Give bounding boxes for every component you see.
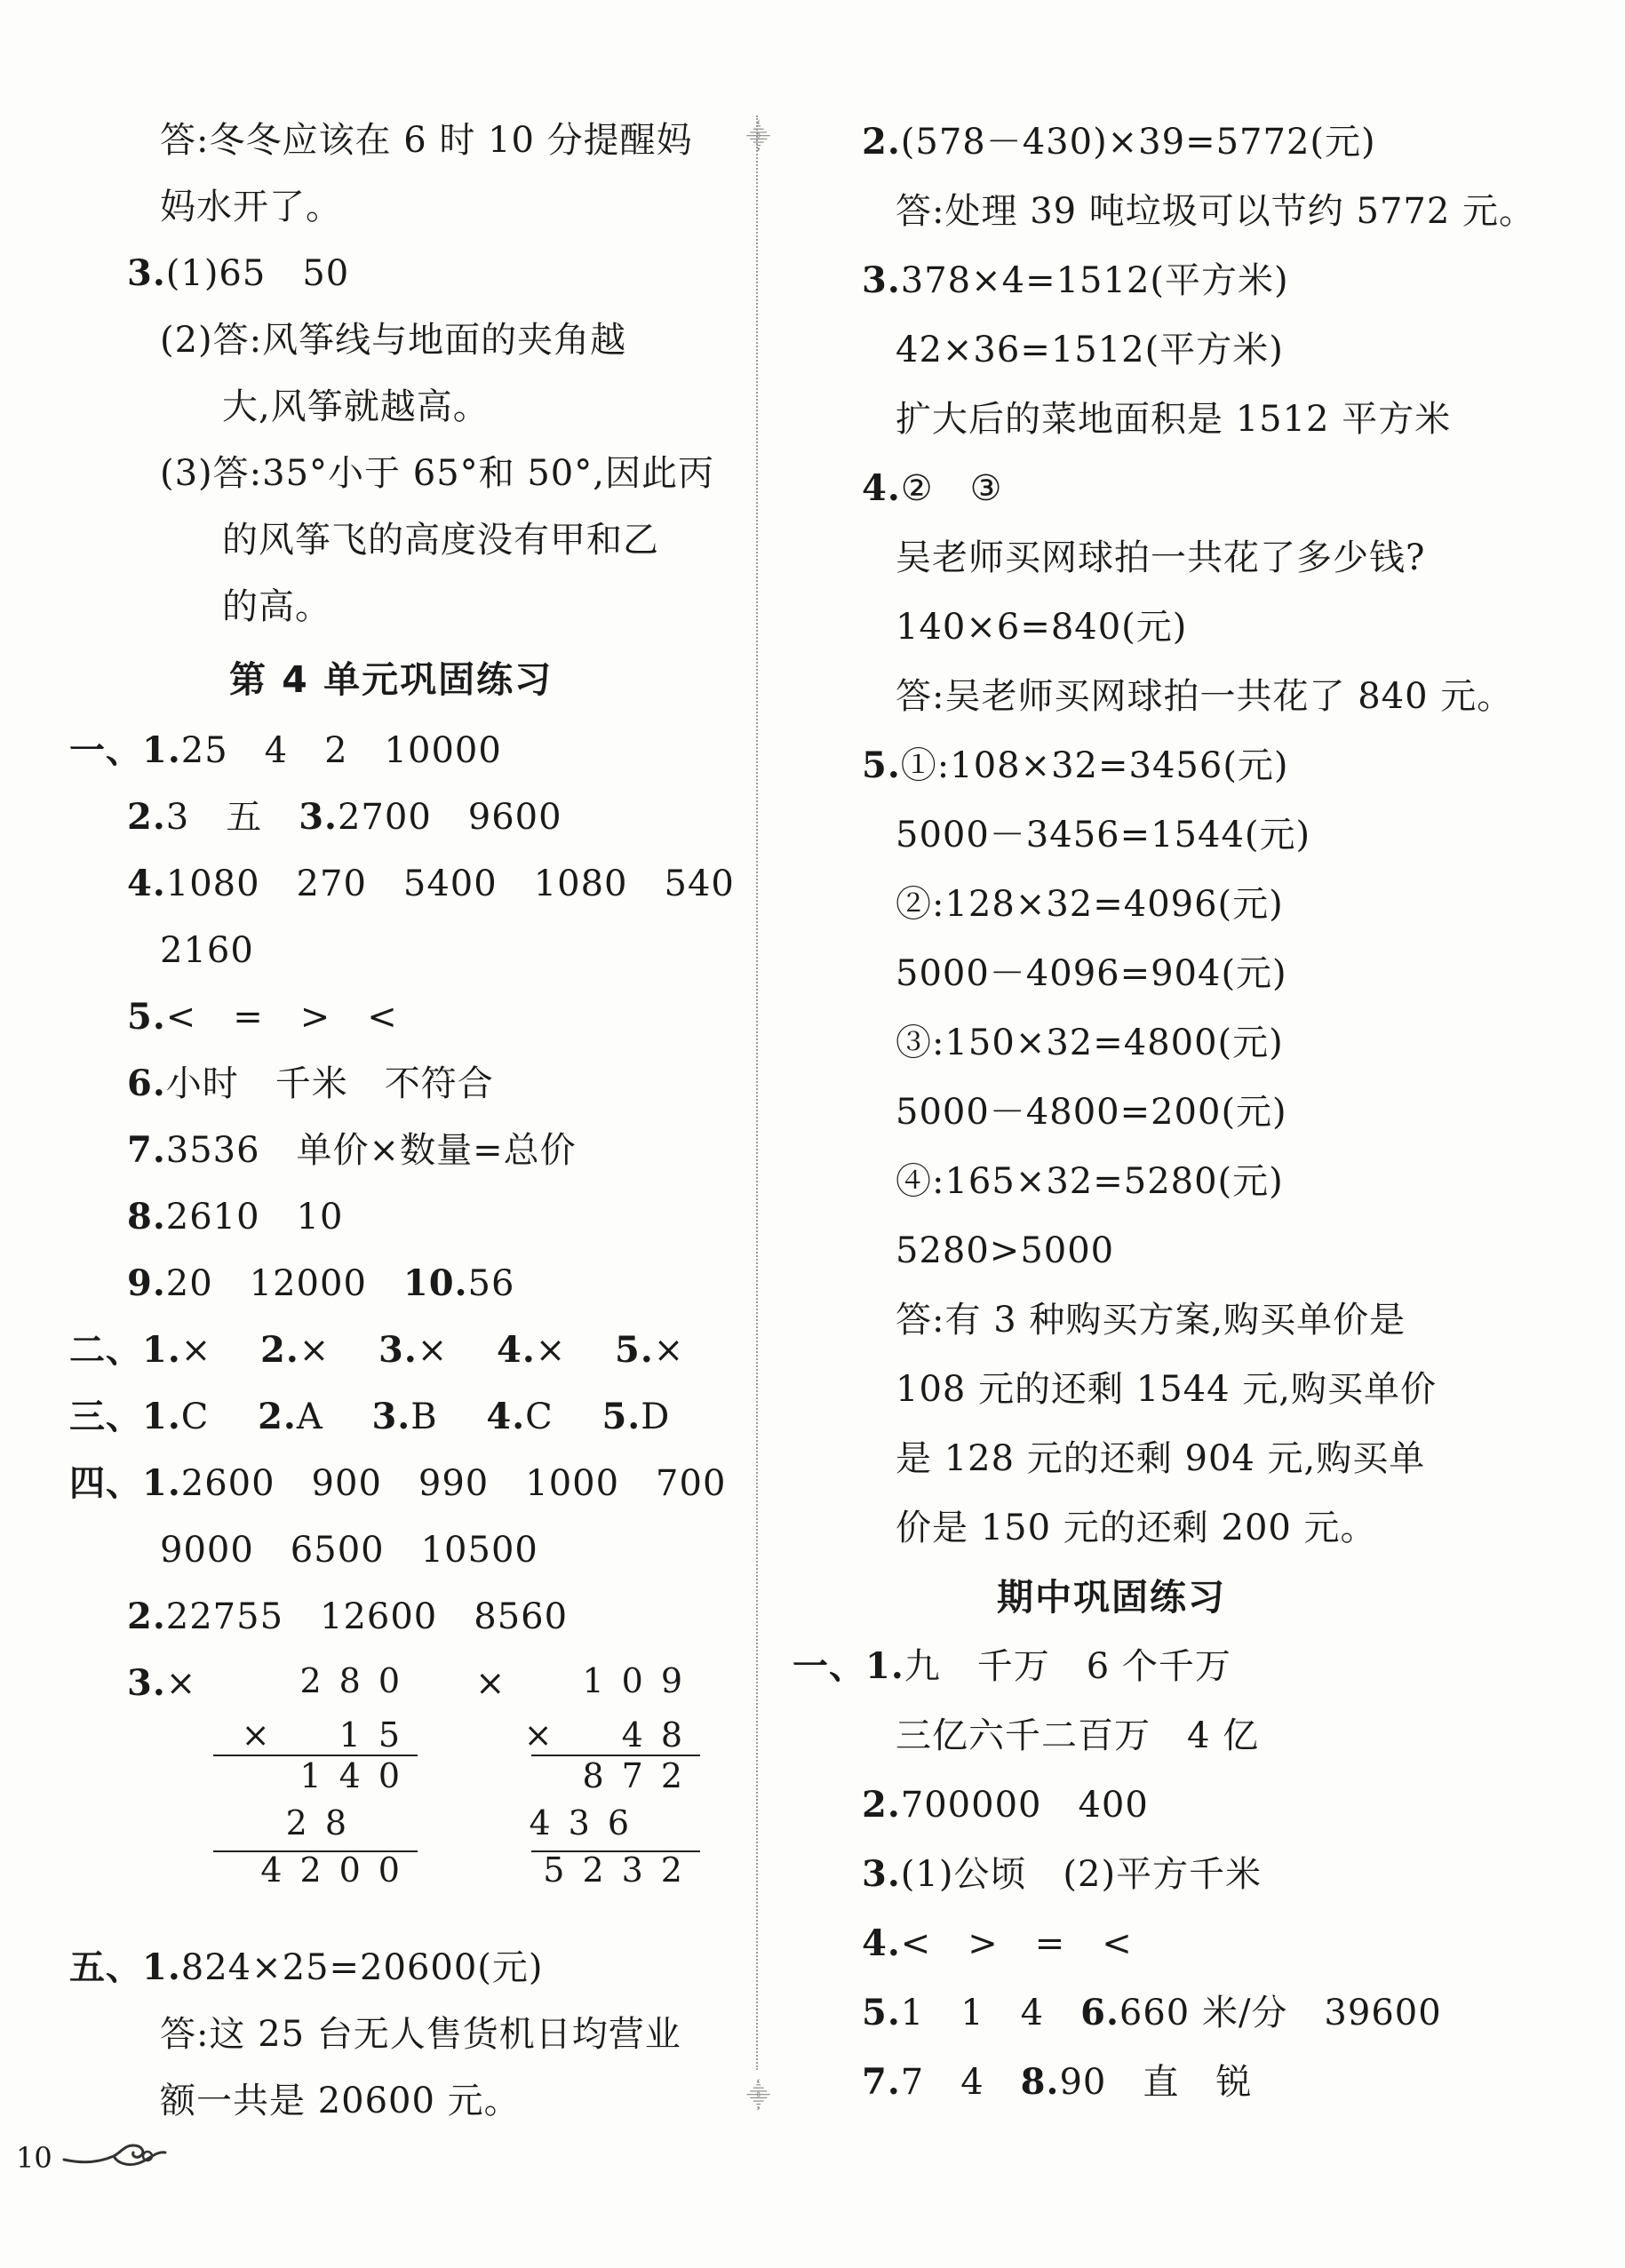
question-number: 1. [142,729,181,771]
answer-line: 额一共是 20600 元。 [160,2081,521,2121]
midterm-q1 [793,1640,1231,1693]
section-3-row [69,1390,670,1444]
question-number: 9. [127,1262,166,1304]
answer-line: 5280>5000 [896,1230,1115,1271]
answer-text: × [180,1330,212,1371]
answer-text: 3 五 [165,797,263,838]
section-prefix: 一、 [793,1645,865,1687]
question-number: 2. [862,121,901,163]
question-number: 3. [862,1853,901,1895]
right-column [782,0,1625,2268]
question-3 [862,254,1289,307]
partial-product: 140 [299,1756,418,1795]
answer-text: ①:108×32=3456(元) [900,745,1289,786]
question-number: 5. [862,744,901,786]
question-number: 10. [402,1262,468,1304]
section-prefix: 三、 [69,1396,142,1437]
answer-line: 的高。 [222,586,331,627]
section-prefix: 五、 [69,1946,142,1988]
question-number: 3. [127,1662,166,1704]
page-number: 10 [16,2141,52,2175]
left-column [0,0,755,2268]
multiplier: × 48 [523,1715,700,1755]
answer-text: 90 直 锐 [1059,2062,1253,2103]
midterm-q5-q6 [862,1986,1442,2040]
question-number: 3. [378,1329,418,1371]
answer-text: C [525,1397,554,1437]
question-number: 2. [862,1784,901,1826]
midterm-q2 [862,1779,1149,1832]
question-number: 8. [127,1196,166,1237]
question-number: 1. [865,1645,904,1687]
answer-text: 小时 千米 不符合 [165,1063,494,1104]
question-number: 2. [258,1396,297,1437]
answer-text: 378×4=1512(平方米) [900,260,1289,301]
answer-line: 答:处理 39 吨垃圾可以节约 5772 元。 [896,191,1536,232]
question-number: 4. [486,1396,526,1437]
answer-line: 扩大后的菜地面积是 1512 平方米 [896,399,1452,440]
section-heading: 第 4 单元巩固练习 [229,658,554,701]
answer-line: 5000－4096=904(元) [896,953,1287,994]
answer-text: (1)公顷 (2)平方千米 [900,1854,1263,1895]
answer-line: 9000 6500 10500 [160,1530,538,1571]
question-number: 6. [1080,1992,1119,2033]
answer-line: 42×36=1512(平方米) [896,330,1284,370]
answer-mark: × [165,1663,197,1704]
question-number: 5. [862,1992,901,2033]
section-1-q4 [127,857,735,911]
answer-text: 700000 400 [900,1785,1149,1826]
answer-text: 2700 9600 [337,797,562,838]
answer-text: 九 千万 6 个千万 [904,1646,1231,1687]
section-1-q1 [69,724,502,777]
cloud-ornament-icon [62,2137,169,2172]
answer-text: 1080 270 5400 1080 540 [165,863,735,904]
question-number: 5. [601,1396,641,1437]
answer-text: × [299,1330,331,1371]
question-number: 7. [862,2061,901,2103]
midterm-q4 [862,1917,1133,1970]
question-number: 8. [1020,2061,1060,2103]
answer-text: 1 1 4 [900,1993,1045,2033]
answer-text: 2600 900 990 1000 700 [180,1463,727,1504]
product: 4200 [260,1850,418,1890]
section-1-q8 [127,1190,343,1244]
question-number: 5. [127,996,166,1038]
answer-text: 824×25=20600(元) [180,1947,544,1988]
question-number: 1. [142,1462,181,1504]
divider-ornament-icon: ⸎ [746,2083,771,2110]
section-4-q1 [69,1457,726,1510]
question-number: 1. [142,1946,181,1988]
section-5-q1 [69,1941,544,1994]
answer-text: (578－430)×39=5772(元) [900,122,1376,163]
answer-text: 3536 单价×数量=总价 [165,1130,577,1171]
answer-line: 答:这 25 台无人售货机日均营业 [160,2014,681,2055]
section-1-q6 [127,1057,494,1110]
partial-product: 28 [285,1803,364,1842]
question-number: 5. [615,1329,654,1371]
answer-mark: × [475,1663,506,1704]
answer-text: A [296,1397,323,1437]
question-number: 2. [127,1596,166,1637]
answer-text: 660 米/分 39600 [1119,1993,1442,2033]
answer-line: 108 元的还剩 1544 元,购买单价 [896,1369,1438,1410]
answer-line: 140×6=840(元) [896,607,1188,648]
answer-line: 妈水开了。 [160,187,342,227]
section-1-q5 [127,991,398,1044]
vertical-multiplication [523,1661,700,1890]
section-1-q9-q10 [127,1257,514,1310]
question-number: 2. [260,1329,299,1371]
answer-line: 答:冬冬应该在 6 时 10 分提醒妈 [160,120,693,161]
answer-line: ③:150×32=4800(元) [896,1023,1284,1063]
product: 5232 [543,1850,700,1890]
answer-text: ② ③ [900,468,1003,509]
section-heading: 期中巩固练习 [997,1576,1226,1619]
answer-text: 20 12000 [165,1263,367,1304]
column-divider [756,115,758,2070]
question-number: 3. [371,1396,411,1437]
section-4-q2 [127,1590,568,1643]
answer-text: (1)65 50 [165,253,350,294]
answer-text: × [417,1330,449,1371]
answer-line: 2160 [160,930,254,971]
answer-text: B [410,1397,438,1437]
question-number: 4. [497,1329,536,1371]
question-3 [127,247,349,300]
question-2 [862,115,1376,169]
vertical-multiplication [213,1661,418,1890]
question-number: 1. [142,1329,181,1371]
question-number: 7. [127,1129,166,1171]
answer-line: 答:有 3 种购买方案,购买单价是 [896,1300,1406,1341]
answer-line: 吴老师买网球拍一共花了多少钱? [896,537,1426,578]
section-2-row [69,1324,684,1377]
section-prefix: 一、 [69,729,142,771]
answer-text: × [535,1330,567,1371]
answer-line: 答:吴老师买网球拍一共花了 840 元。 [896,676,1514,717]
partial-product: 436 [529,1803,647,1842]
question-number: 4. [862,467,901,509]
question-number: 3. [299,796,338,838]
question-number: 6. [127,1062,166,1104]
section-prefix: 二、 [69,1329,142,1371]
question-number: 1. [142,1396,181,1437]
question-number: 3. [127,252,166,294]
answer-line: 大,风筝就越高。 [222,386,490,427]
midterm-q7-q8 [862,2056,1252,2109]
answer-line: ④:165×32=5280(元) [896,1161,1284,1202]
answer-line: (3)答:35°小于 65°和 50°,因此丙 [160,453,714,494]
divider-ornament-icon: ⸎ [746,124,771,151]
answer-text: × [653,1330,685,1371]
question-number: 4. [127,863,166,904]
answer-line: 的风筝飞的高度没有甲和乙 [222,520,659,561]
answer-text: 2610 10 [165,1197,344,1237]
section-prefix: 四、 [69,1462,142,1504]
answer-text: 22755 12600 8560 [165,1596,569,1637]
answer-text: 7 4 [900,2062,984,2103]
multiplicand: 280 [299,1661,418,1700]
answer-text: < > = < [900,1923,1133,1964]
partial-product: 872 [582,1756,700,1795]
answer-line: 是 128 元的还剩 904 元,购买单 [896,1438,1426,1479]
answer-line: 5000－4800=200(元) [896,1092,1287,1133]
answer-line: 三亿六千二百万 4 亿 [896,1715,1260,1756]
answer-text: D [641,1397,671,1437]
answer-text: < = > < [165,997,398,1038]
multiplicand: 109 [582,1661,700,1700]
midterm-q3 [862,1848,1262,1901]
answer-text: 25 4 2 10000 [180,730,502,771]
answer-line: ②:128×32=4096(元) [896,884,1284,925]
answer-text: C [180,1397,210,1437]
multiplier: × 15 [241,1715,418,1755]
question-4 [862,462,1002,515]
answer-line: 5000－3456=1544(元) [896,815,1311,855]
question-number: 4. [862,1922,901,1964]
question-5 [862,739,1289,792]
section-4-q3 [127,1657,196,1710]
question-number: 2. [127,796,166,838]
answer-line: 价是 150 元的还剩 200 元。 [896,1508,1377,1548]
section-1-q7 [127,1124,577,1177]
answer-text: 56 [467,1263,515,1304]
question-number: 3. [862,259,901,301]
section-1-q2-q3 [127,791,562,844]
answer-line: (2)答:风筝线与地面的夹角越 [160,320,627,361]
